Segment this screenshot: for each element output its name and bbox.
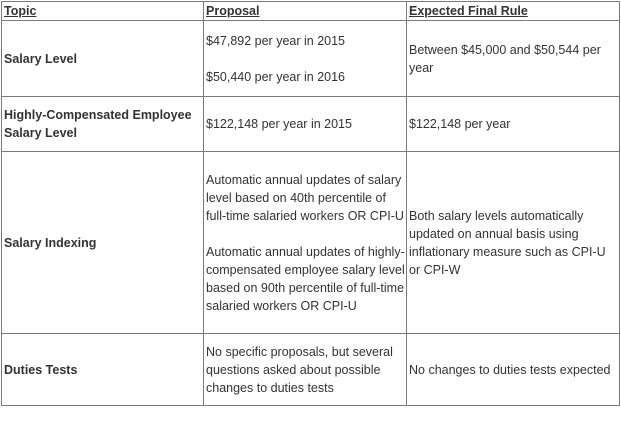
topic-cell: Highly-Compensated Employee Salary Level [2, 97, 204, 152]
header-expected-final-rule: Expected Final Rule [407, 2, 620, 21]
final-rule-cell: $122,148 per year [407, 97, 620, 152]
proposal-cell: No specific proposals, but several questions asked about possible changes to duties tests [204, 334, 407, 406]
final-rule-cell: Both salary levels automatically updated on annual basis using inflationary measure such as CPI-U or CPI-W [407, 152, 620, 334]
final-rule-cell: No changes to duties tests expected [407, 334, 620, 406]
topic-cell: Salary Indexing [2, 152, 204, 334]
table-row [2, 97, 620, 152]
header-topic: Topic [2, 2, 204, 21]
proposal-text: Automatic annual updates of highly-compensated employee salary level based on 90th percentile of full-time salaried workers OR CPI-U [206, 244, 405, 313]
proposal-text: $47,892 per year in 2015 [206, 33, 345, 48]
proposal-text: Automatic annual updates of salary level based on 40th percentile of full-time salaried workers OR CPI-U [206, 172, 404, 223]
header-proposal: Proposal [204, 2, 407, 21]
proposal-cell [204, 152, 407, 334]
comparison-table [1, 1, 620, 406]
proposal-cell: $122,148 per year in 2015 [204, 97, 407, 152]
final-rule-cell: Between $45,000 and $50,544 per year [407, 21, 620, 97]
header-row [2, 2, 620, 21]
table-row [2, 21, 620, 97]
topic-cell: Duties Tests [2, 334, 204, 406]
table-row [2, 152, 620, 334]
proposal-text: $50,440 per year in 2016 [206, 69, 345, 84]
table-row [2, 334, 620, 406]
topic-cell: Salary Level [2, 21, 204, 97]
proposal-cell [204, 21, 407, 97]
